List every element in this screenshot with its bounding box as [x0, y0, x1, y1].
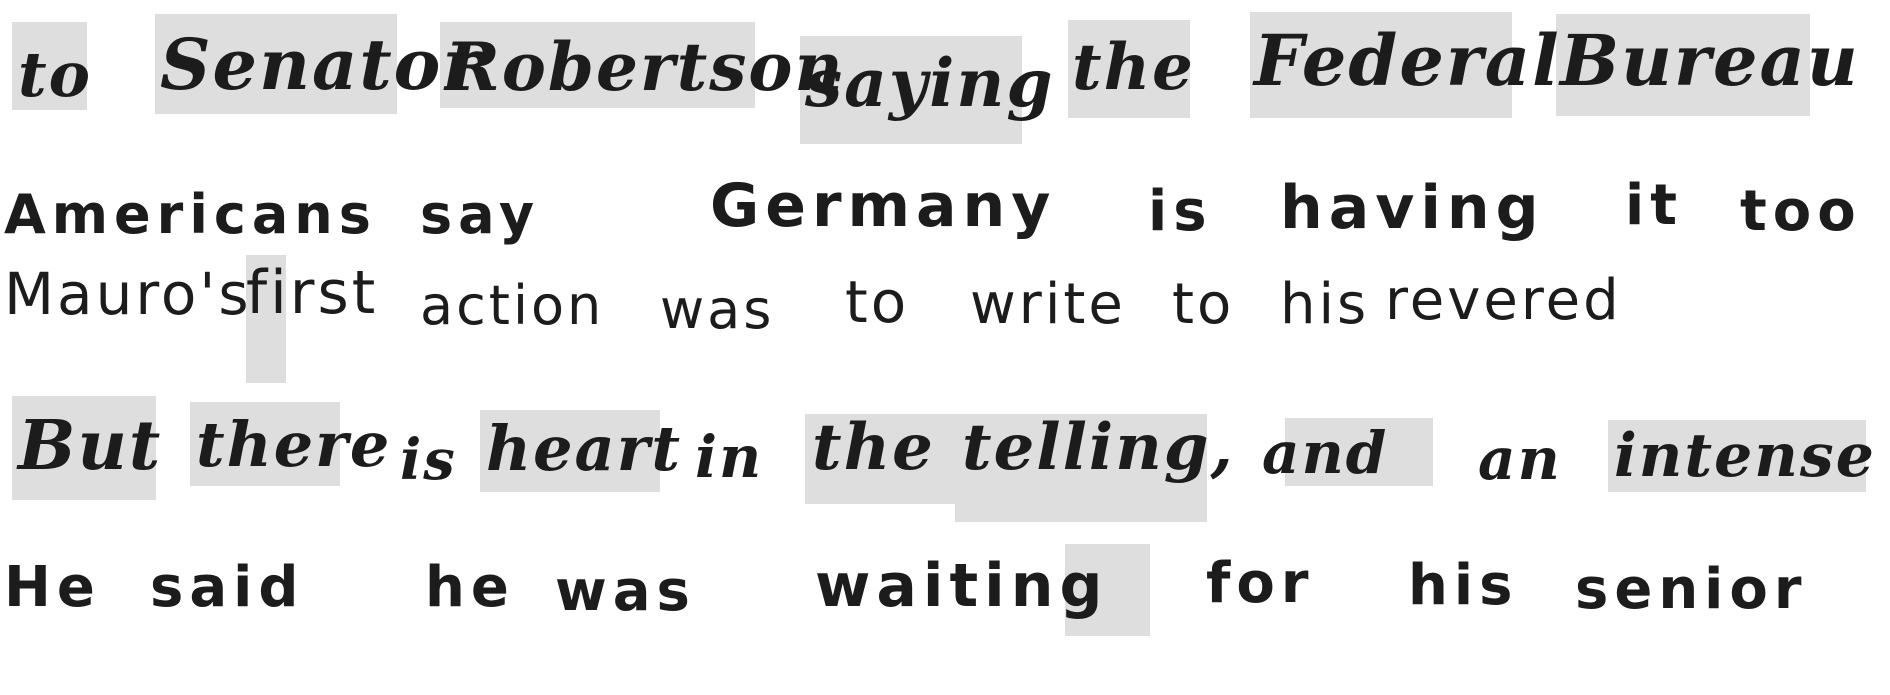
- word: he: [425, 555, 515, 620]
- word: his: [1408, 553, 1519, 618]
- handwritten-line-3: [0, 255, 1890, 375]
- word: to: [18, 38, 92, 111]
- handwritten-line-1: [0, 0, 1890, 120]
- word: telling,: [962, 410, 1235, 485]
- handwritten-line-2: [0, 150, 1890, 270]
- word: write: [970, 272, 1126, 337]
- word: revered: [1385, 268, 1622, 333]
- word: an: [1478, 425, 1562, 493]
- word: action: [420, 274, 605, 337]
- word: his: [1280, 272, 1370, 337]
- word: saying: [805, 44, 1055, 122]
- word: Robertson: [445, 28, 845, 106]
- word: was: [555, 559, 696, 624]
- word: it: [1625, 173, 1683, 238]
- word: is: [1148, 179, 1213, 244]
- word: Americans: [4, 183, 377, 246]
- word: said: [150, 555, 305, 620]
- word: say: [420, 183, 541, 246]
- word: Senator: [160, 23, 482, 106]
- word: was: [660, 278, 775, 341]
- word: to: [845, 268, 910, 336]
- handwritten-line-5: [0, 540, 1890, 660]
- word: the: [1072, 30, 1195, 105]
- word: there: [196, 408, 392, 481]
- word: He: [4, 555, 101, 620]
- word: senior: [1575, 557, 1808, 622]
- word: first: [246, 258, 379, 328]
- word: Germany: [710, 171, 1057, 241]
- word: waiting: [815, 551, 1109, 621]
- word: to: [1172, 272, 1235, 337]
- word: intense: [1614, 421, 1876, 491]
- handwritten-line-4: [0, 390, 1890, 510]
- word: in: [695, 423, 764, 491]
- word: heart: [486, 412, 682, 485]
- word: is: [400, 427, 457, 493]
- word: having: [1280, 173, 1545, 243]
- word: too: [1740, 179, 1862, 244]
- word: and: [1262, 419, 1389, 487]
- word: But: [18, 406, 163, 486]
- word: for: [1206, 551, 1315, 616]
- word: Federal: [1254, 19, 1561, 102]
- word: the: [812, 410, 935, 485]
- word: Mauro's: [4, 260, 252, 328]
- word: Bureau: [1560, 19, 1860, 102]
